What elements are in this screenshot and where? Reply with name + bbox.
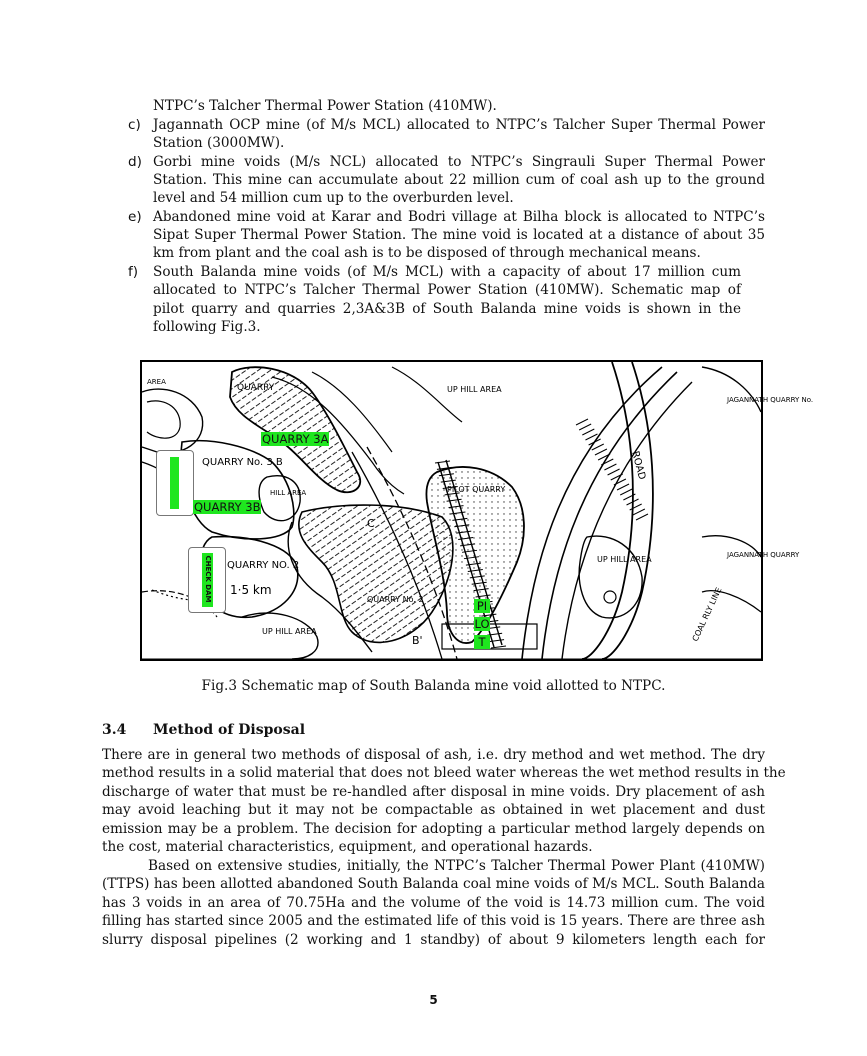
rail-curve-tie bbox=[620, 489, 632, 495]
para2-line-5: slurry disposal pipelines (2 working and 1 standby) of about 9 kilometers length each for bbox=[102, 932, 765, 948]
rail-curve-tie bbox=[608, 469, 620, 475]
map-label-jagannath-quarry-2: JAGANNATH QUARRY bbox=[727, 551, 800, 559]
rail-curve-tie bbox=[636, 514, 648, 520]
map-label-quarry-no-3b: QUARRY No. 3 B bbox=[202, 457, 283, 468]
map-label-quarry-no-2: QUARRY NO. 2 bbox=[227, 560, 300, 571]
list-continuation-line: NTPC’s Talcher Thermal Power Station (410MW). bbox=[153, 98, 497, 114]
para1-line-4: may avoid leaching but it may not be compactable as obtained in wet placement and dust bbox=[102, 802, 765, 818]
rail-curve-tie bbox=[579, 424, 591, 430]
rail-curve-tie bbox=[633, 509, 645, 515]
para2-line-2: (TTPS) has been allotted abandoned South Balanda coal mine voids of M/s MCL. South Balanda bbox=[102, 876, 765, 892]
para1-line-1: There are in general two methods of disposal of ash, i.e. dry method and wet method. The dry bbox=[102, 747, 765, 763]
list-marker-f: f) bbox=[128, 264, 139, 280]
pilot-label-2: LO bbox=[474, 617, 490, 631]
list-item-f-line-3: pilot quarry and quarries 2,3A&3B of South Balanda mine voids is shown in the bbox=[153, 301, 741, 317]
list-item-f-line-1: South Balanda mine voids (of M/s MCL) with a capacity of about 17 million cum bbox=[153, 264, 741, 280]
map-label-scale-note: 1·5 km bbox=[230, 583, 272, 597]
list-item-e-line-3: km from plant and the coal ash is to be disposed of through mechanical means. bbox=[153, 245, 701, 261]
para2-line-3: has 3 voids in an area of 70.75Ha and the volume of the void is 14.73 million cum. The void bbox=[102, 895, 765, 911]
pilot-label-1: PI bbox=[474, 599, 490, 613]
map-label-up-area-bottom: UP HILL AREA bbox=[262, 627, 317, 636]
page-number: 5 bbox=[429, 993, 438, 1007]
list-item-d-line-1: Gorbi mine voids (M/s NCL) allocated to NTPC’s Singrauli Super Thermal Power bbox=[153, 154, 765, 170]
para1-line-3: discharge of water that must be re-handled after disposal in mine voids. Dry placement of ash bbox=[102, 784, 765, 800]
rail-curve-tie bbox=[576, 419, 588, 425]
map-label-jagannath-quarry: JAGANNATH QUARRY No. bbox=[727, 396, 814, 404]
check-dam-bar bbox=[202, 553, 213, 607]
list-item-c-line-2: Station (3000MW). bbox=[153, 135, 285, 151]
map-label-quarry-no-2b: QUARRY No. 2 bbox=[367, 595, 424, 604]
list-item-f-line-4: following Fig.3. bbox=[153, 319, 261, 335]
pilot-label-3: T bbox=[474, 635, 490, 649]
rail-curve-tie bbox=[604, 464, 616, 470]
rail-curve-tie bbox=[589, 439, 601, 445]
map-label-coal-rly: COAL RLY LINE bbox=[690, 586, 724, 643]
para1-line-5: emission may be a problem. The decision for adopting a particular method largely depends on bbox=[102, 821, 765, 837]
para1-line-6: the cost, material characteristics, equipment, and operational hazards. bbox=[102, 839, 593, 855]
rail-curve-tie bbox=[630, 504, 642, 510]
green-bar bbox=[170, 457, 179, 509]
left-marker-box-1 bbox=[156, 450, 194, 516]
map-label-hill-area: HILL AREA bbox=[270, 489, 307, 497]
map-label-area-left: AREA bbox=[147, 378, 166, 386]
quarry-3a-label: QUARRY 3A bbox=[262, 432, 329, 446]
map-label-pilot-quarry: PILOT QUARRY bbox=[447, 485, 506, 494]
list-marker-c: c) bbox=[128, 117, 141, 133]
check-dam-label: CHECK DAM bbox=[204, 555, 212, 603]
para1-line-2: method results in a solid material that does not bleed water whereas the wet method results in the bbox=[102, 765, 786, 781]
map-label-road: ROAD bbox=[629, 449, 648, 481]
railway-tie bbox=[435, 461, 450, 463]
rail-curve-tie bbox=[614, 479, 626, 485]
map-label-quarry-top: QUARRY bbox=[237, 383, 275, 393]
para2-line-1: Based on extensive studies, initially, the NTPC’s Talcher Thermal Power Plant (410MW) bbox=[148, 858, 765, 874]
map-label-up-hill-area-top: UP HILL AREA bbox=[447, 385, 502, 394]
rail-curve-tie bbox=[617, 484, 629, 490]
list-item-c-line-1: Jagannath OCP mine (of M/s MCL) allocated to NTPC’s Talcher Super Thermal Power bbox=[153, 117, 765, 133]
rail-curve-tie bbox=[611, 474, 623, 480]
rail-curve-tie bbox=[601, 459, 613, 465]
list-item-e-line-2: Sipat Super Thermal Power Station. The mine void is located at a distance of about 35 bbox=[153, 227, 765, 243]
list-marker-e: e) bbox=[128, 209, 142, 225]
schematic-map-figure bbox=[140, 360, 814, 661]
rail-curve-tie bbox=[592, 444, 604, 450]
para2-line-4: filling has started since 2005 and the estimated life of this void is 15 years. There are three ash bbox=[102, 913, 765, 929]
section-title: Method of Disposal bbox=[153, 722, 306, 738]
section-number: 3.4 bbox=[102, 722, 127, 738]
list-item-f-line-2: allocated to NTPC’s Talcher Thermal Power Station (410MW). Schematic map of bbox=[153, 282, 741, 298]
map-label-c-mark: C bbox=[367, 517, 375, 530]
list-marker-d: d) bbox=[128, 154, 142, 170]
quarry-3b-label: QUARRY 3B bbox=[194, 500, 261, 514]
rail-curve-tie bbox=[582, 429, 594, 435]
list-item-d-line-3: level and 54 million cum up to the overburden level. bbox=[153, 190, 514, 206]
list-item-e-line-1: Abandoned mine void at Karar and Bodri village at Bilha block is allocated to NTPC’s bbox=[153, 209, 765, 225]
left-marker-box-2 bbox=[188, 547, 226, 613]
list-item-d-line-2: Station. This mine can accumulate about 22 million cum of coal ash up to the ground bbox=[153, 172, 765, 188]
figure-caption: Fig.3 Schematic map of South Balanda mine void allotted to NTPC. bbox=[201, 678, 666, 694]
map-label-up-hill-area-right: UP HILL AREA bbox=[597, 555, 652, 564]
rail-curve-tie bbox=[595, 449, 607, 455]
map-label-b-mark: B' bbox=[412, 634, 423, 647]
